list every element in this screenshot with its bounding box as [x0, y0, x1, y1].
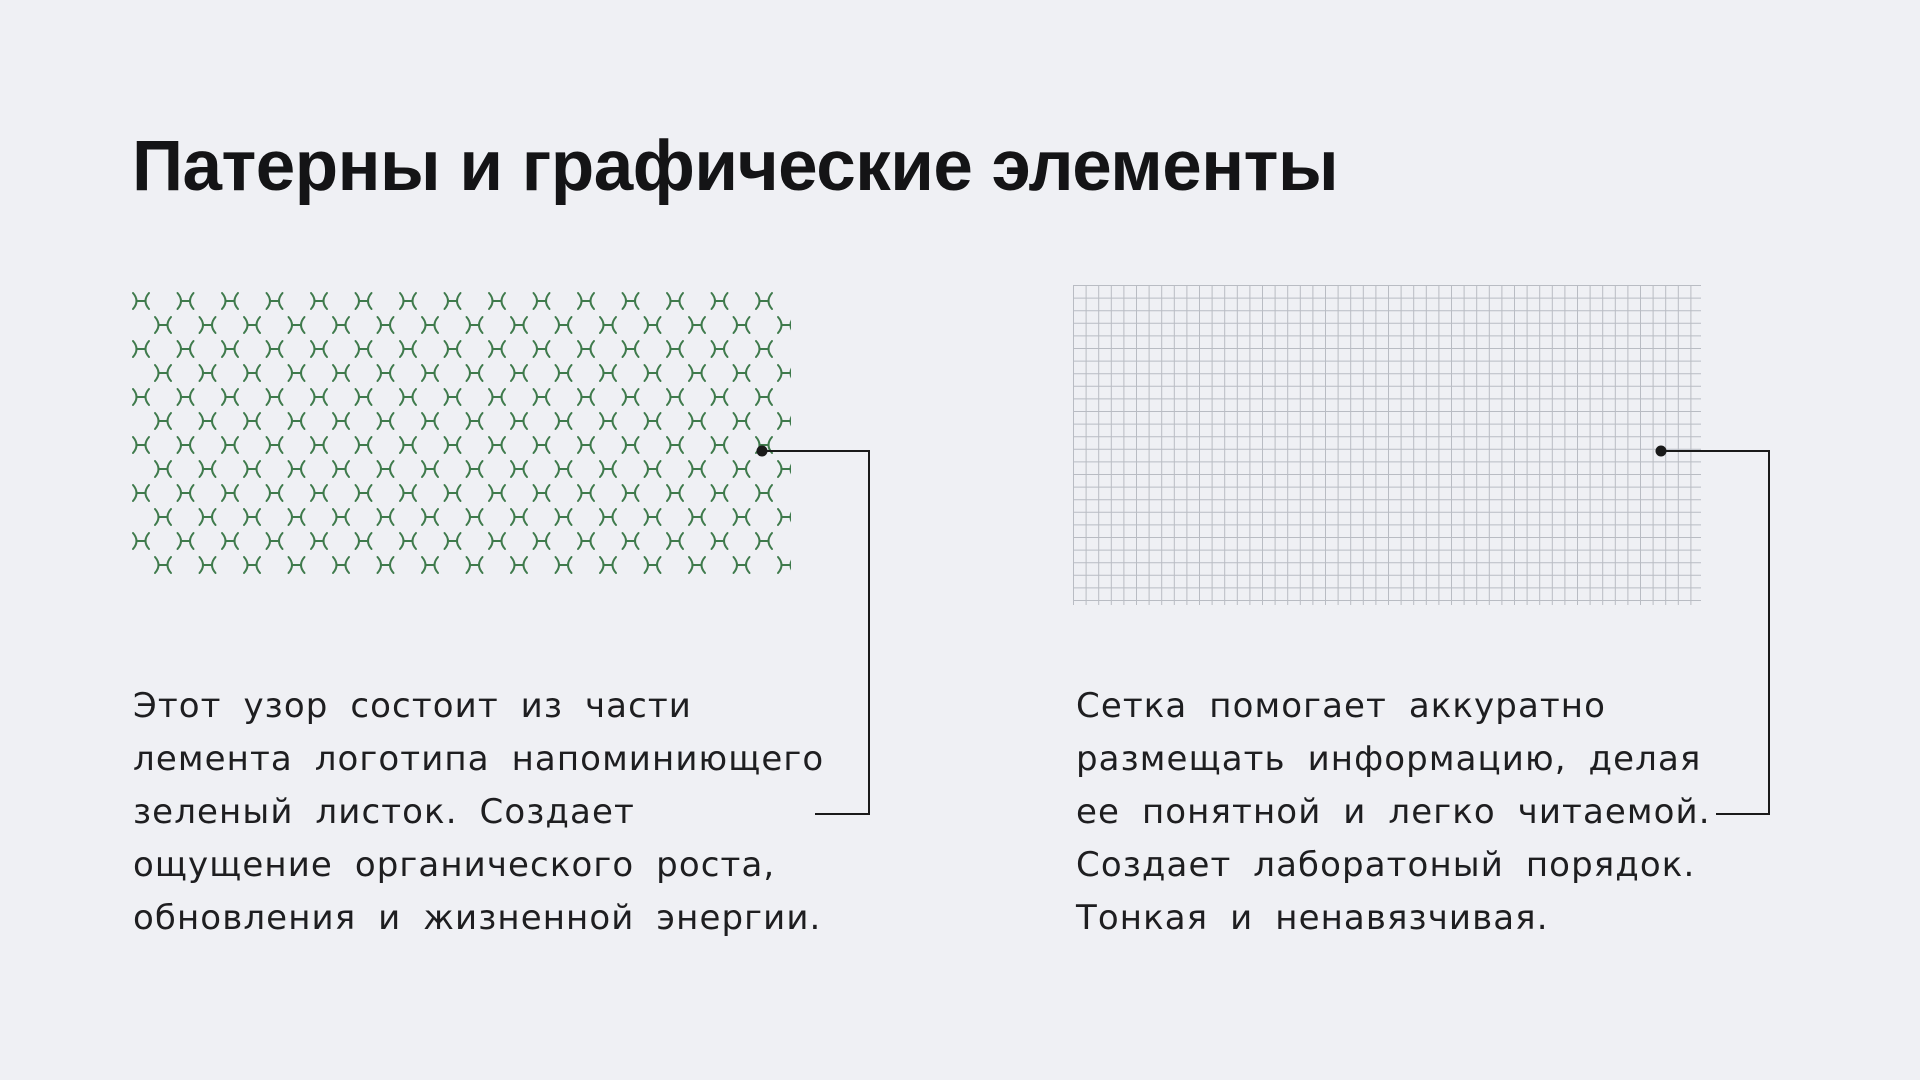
- leaf-mark: [400, 389, 416, 405]
- leaf-mark: [222, 533, 238, 549]
- leaf-mark: [578, 341, 594, 357]
- leaf-mark: [244, 317, 260, 333]
- leaf-mark: [667, 341, 683, 357]
- leaf-mark: [623, 389, 639, 405]
- leaf-mark: [712, 533, 728, 549]
- description-line: обновления и жизненной энергии.: [133, 898, 822, 938]
- leaf-mark: [155, 509, 171, 525]
- leaf-mark: [200, 317, 216, 333]
- leaf-mark: [600, 461, 616, 477]
- leaf-mark: [445, 389, 461, 405]
- leaf-mark: [178, 341, 194, 357]
- leaf-mark: [133, 437, 149, 453]
- leaf-mark: [511, 365, 527, 381]
- leaf-mark: [200, 461, 216, 477]
- leaf-mark: [756, 341, 772, 357]
- leaf-mark: [556, 509, 572, 525]
- leaf-x-pattern-icon: [133, 293, 791, 573]
- leaf-mark: [267, 389, 283, 405]
- leaf-mark: [333, 365, 349, 381]
- leaf-mark: [311, 293, 327, 309]
- leaf-mark: [422, 461, 438, 477]
- leaf-mark: [689, 317, 705, 333]
- leaf-mark: [267, 293, 283, 309]
- leaf-mark: [244, 365, 260, 381]
- leaf-mark: [556, 317, 572, 333]
- leaf-mark: [467, 461, 483, 477]
- leaf-mark: [356, 293, 372, 309]
- leaf-mark: [200, 413, 216, 429]
- leaf-mark: [378, 557, 394, 573]
- leaf-mark: [511, 461, 527, 477]
- leaf-mark: [155, 557, 171, 573]
- leaf-pattern-description: [133, 680, 824, 945]
- leaf-mark: [645, 413, 661, 429]
- leaf-mark: [511, 557, 527, 573]
- leaf-mark: [155, 365, 171, 381]
- grid-pattern-icon: [1073, 285, 1701, 605]
- leaf-mark: [333, 317, 349, 333]
- leaf-mark: [645, 509, 661, 525]
- leaf-mark: [600, 557, 616, 573]
- leaf-mark: [267, 533, 283, 549]
- leaf-mark: [534, 389, 550, 405]
- leaf-mark: [578, 389, 594, 405]
- leaf-mark: [511, 509, 527, 525]
- leaf-mark: [244, 461, 260, 477]
- leaf-mark: [267, 437, 283, 453]
- leaf-mark: [734, 365, 750, 381]
- leaf-mark: [311, 437, 327, 453]
- leaf-mark: [133, 485, 149, 501]
- leaf-mark: [289, 413, 305, 429]
- leaf-mark: [178, 293, 194, 309]
- leaf-mark: [778, 413, 791, 429]
- leaf-mark: [467, 413, 483, 429]
- leaf-mark: [534, 437, 550, 453]
- leaf-mark: [333, 461, 349, 477]
- leaf-mark: [333, 557, 349, 573]
- leaf-mark: [244, 557, 260, 573]
- leaf-mark: [734, 557, 750, 573]
- leaf-mark: [778, 365, 791, 381]
- leaf-mark: [155, 461, 171, 477]
- leaf-mark: [556, 413, 572, 429]
- leaf-mark: [556, 557, 572, 573]
- leaf-mark: [756, 293, 772, 309]
- leaf-mark: [756, 389, 772, 405]
- leaf-mark: [667, 437, 683, 453]
- leaf-mark: [578, 293, 594, 309]
- leaf-mark: [200, 509, 216, 525]
- description-line: Сетка помогает аккуратно: [1076, 686, 1607, 726]
- leaf-mark: [534, 293, 550, 309]
- leaf-mark: [623, 293, 639, 309]
- description-line: лемента логотипа напоминиющего: [133, 739, 825, 779]
- leaf-mark: [445, 293, 461, 309]
- leaf-mark: [155, 413, 171, 429]
- leaf-mark: [267, 341, 283, 357]
- leaf-mark: [422, 317, 438, 333]
- leaf-mark: [578, 485, 594, 501]
- leaf-mark: [600, 365, 616, 381]
- leaf-mark: [734, 413, 750, 429]
- leaf-mark: [133, 341, 149, 357]
- leaf-mark: [311, 485, 327, 501]
- leaf-mark: [445, 485, 461, 501]
- leaf-mark: [689, 461, 705, 477]
- leaf-mark: [489, 485, 505, 501]
- leaf-mark: [178, 437, 194, 453]
- leaf-mark: [222, 485, 238, 501]
- leaf-mark: [689, 365, 705, 381]
- leaf-mark: [556, 365, 572, 381]
- leaf-mark: [422, 509, 438, 525]
- leaf-mark: [712, 389, 728, 405]
- leaf-mark: [356, 389, 372, 405]
- leaf-mark: [667, 485, 683, 501]
- leaf-mark: [712, 485, 728, 501]
- leaf-mark: [178, 485, 194, 501]
- leaf-mark: [778, 509, 791, 525]
- leaf-mark: [600, 509, 616, 525]
- leaf-mark: [289, 461, 305, 477]
- leaf-mark: [378, 365, 394, 381]
- page-title: Патерны и графические элементы: [132, 127, 1339, 206]
- leaf-mark: [467, 557, 483, 573]
- leaf-mark: [623, 437, 639, 453]
- leaf-mark: [400, 485, 416, 501]
- leaf-mark: [778, 317, 791, 333]
- leaf-mark: [311, 533, 327, 549]
- leaf-mark: [489, 389, 505, 405]
- leaf-mark: [400, 341, 416, 357]
- leaf-mark: [311, 389, 327, 405]
- leaf-pattern-swatch: [132, 283, 791, 603]
- description-line: Этот узор состоит из части: [133, 686, 692, 726]
- leaf-mark: [756, 485, 772, 501]
- description-line: зеленый листок. Создает: [133, 792, 635, 832]
- leaf-mark: [289, 557, 305, 573]
- leaf-mark: [645, 317, 661, 333]
- leaf-mark: [689, 557, 705, 573]
- description-line: Создает лаборатоный порядок.: [1076, 845, 1696, 885]
- leaf-mark: [489, 437, 505, 453]
- leaf-mark: [578, 437, 594, 453]
- leaf-mark: [133, 293, 149, 309]
- leaf-mark: [356, 437, 372, 453]
- leaf-mark: [133, 533, 149, 549]
- leaf-mark: [556, 461, 572, 477]
- leaf-mark: [645, 365, 661, 381]
- leaf-mark: [244, 413, 260, 429]
- leaf-mark: [378, 413, 394, 429]
- grid-pattern-description: [1076, 680, 1711, 945]
- leaf-mark: [489, 341, 505, 357]
- leaf-mark: [333, 413, 349, 429]
- leaf-mark: [356, 485, 372, 501]
- leaf-mark: [333, 509, 349, 525]
- leaf-mark: [267, 485, 283, 501]
- leaf-mark: [445, 341, 461, 357]
- leaf-mark: [289, 365, 305, 381]
- leaf-mark: [289, 317, 305, 333]
- leaf-mark: [467, 317, 483, 333]
- leaf-mark: [511, 413, 527, 429]
- leaf-mark: [734, 509, 750, 525]
- leaf-mark: [712, 437, 728, 453]
- leaf-mark: [400, 293, 416, 309]
- leaf-mark: [623, 341, 639, 357]
- leaf-mark: [378, 509, 394, 525]
- leaf-mark: [689, 509, 705, 525]
- leaf-mark: [222, 293, 238, 309]
- leaf-mark: [400, 533, 416, 549]
- leaf-mark: [422, 413, 438, 429]
- leaf-mark: [534, 533, 550, 549]
- leaf-mark: [422, 557, 438, 573]
- description-line: размещать информацию, делая: [1076, 739, 1702, 779]
- leaf-mark: [467, 509, 483, 525]
- leaf-mark: [600, 413, 616, 429]
- leaf-mark: [778, 461, 791, 477]
- description-line: ощущение органического роста,: [133, 845, 776, 885]
- leaf-mark: [445, 437, 461, 453]
- leaf-mark: [311, 341, 327, 357]
- leaf-mark: [534, 485, 550, 501]
- leaf-mark: [689, 413, 705, 429]
- leaf-mark: [400, 437, 416, 453]
- leaf-mark: [734, 317, 750, 333]
- leaf-mark: [378, 461, 394, 477]
- leaf-mark: [756, 533, 772, 549]
- leaf-mark: [155, 317, 171, 333]
- leaf-mark: [222, 437, 238, 453]
- leaf-mark: [623, 485, 639, 501]
- leaf-mark: [778, 557, 791, 573]
- leaf-mark: [756, 437, 772, 453]
- leaf-mark: [489, 293, 505, 309]
- leaf-mark: [445, 533, 461, 549]
- leaf-mark: [222, 341, 238, 357]
- leaf-mark: [667, 389, 683, 405]
- leaf-mark: [356, 341, 372, 357]
- leaf-mark: [600, 317, 616, 333]
- leaf-mark: [667, 533, 683, 549]
- leaf-mark: [356, 533, 372, 549]
- leaf-mark: [534, 341, 550, 357]
- grid-pattern-swatch: [1073, 285, 1701, 605]
- leaf-mark: [133, 389, 149, 405]
- leaf-mark: [578, 533, 594, 549]
- leaf-mark: [178, 389, 194, 405]
- leaf-mark: [222, 389, 238, 405]
- leaf-mark: [667, 293, 683, 309]
- leaf-mark: [422, 365, 438, 381]
- leaf-mark: [712, 293, 728, 309]
- leaf-mark: [378, 317, 394, 333]
- leaf-mark: [244, 509, 260, 525]
- leaf-mark: [178, 533, 194, 549]
- leaf-mark: [467, 365, 483, 381]
- description-line: Тонкая и ненавязчивая.: [1076, 898, 1549, 938]
- leaf-mark: [645, 461, 661, 477]
- leaf-mark: [200, 557, 216, 573]
- leaf-mark: [712, 341, 728, 357]
- leaf-mark: [289, 509, 305, 525]
- leaf-mark: [511, 317, 527, 333]
- leaf-mark: [734, 461, 750, 477]
- leaf-mark: [645, 557, 661, 573]
- description-line: ее понятной и легко читаемой.: [1076, 792, 1711, 832]
- leaf-mark: [623, 533, 639, 549]
- leaf-mark: [489, 533, 505, 549]
- leaf-mark: [200, 365, 216, 381]
